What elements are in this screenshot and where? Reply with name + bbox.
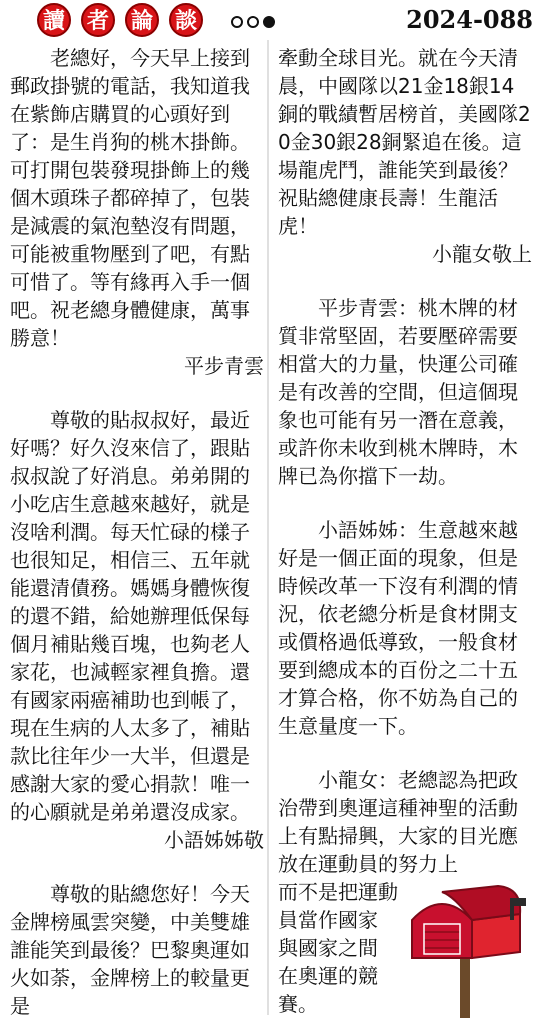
right-column [278,44,532,1018]
letter-signature: 小語姊姊敬 [164,828,264,852]
mailbox-illustration [402,874,530,1018]
wrap-line: 在奧運的競 [278,964,378,988]
letter-signature: 平步青雲 [184,354,264,378]
header [0,0,545,40]
hollow-dot-icon [247,16,259,28]
mailbox-side [472,914,520,958]
letter-text: 老總好，今天早上接到郵政掛號的電話，我知道我在紫飾店購買的心頭好到了：是生肖狗的桃木掛飾。可打開包裝發現掛飾上的幾個木頭珠子都碎掉了，包裝是減震的氣泡墊沒有問題，可能被重物壓到了吧，有點可惜了。等有緣再入手一個吧。祝老總身體健康，萬事勝意！ [10,46,250,350]
mailbox-flag [514,898,526,906]
filled-dot-icon [263,16,275,28]
left-column [10,44,264,1020]
wrap-line: 賽。 [278,992,318,1016]
letter-text: 尊敬的貼叔叔好，最近好嗎？好久沒來信了，跟貼叔叔說了好消息。弟弟開的小吃店生意越來越好，就是沒啥利潤。每天忙碌的樣子也很知足，相信三、五年就能還清債務。媽媽身體恢復的還不錯，給她辦理低保每個月補貼幾百塊，也夠老人家花，也減輕家裡負擔。還有國家兩癌補助也到帳了，現在生病的人太多了，補貼款比往年少一大半，但還是感謝大家的愛心捐款！唯一的心願就是弟弟還沒成家。 [10,408,250,824]
reply-text: 小龍女：老總認為把政治帶到奧運這種神聖的活動上有點掃興，大家的目光應放在運動員的努力上 [278,768,518,876]
mailbox-flag-pole [510,898,514,920]
reply-text: 小語姊姊：生意越來越好是一個正面的現象，但是時候改革一下沒有利潤的情況，依老總分析是食材開支或價格過低導致，一般食材要到總成本的百份之二十五才算合格，你不妨為自己的生意量度一下。 [278,518,518,738]
issue-number: 2024-088 [406,5,533,34]
hollow-dot-icon [231,16,243,28]
letter-text: 尊敬的貼總您好！今天金牌榜風雲突變，中美雙雄誰能笑到最後？巴黎奧運如火如荼，金牌榜上的較量更是 [10,882,250,1018]
letter-signature: 小龍女敬上 [432,242,532,266]
header-badge-4: 談 [169,3,203,37]
reply-text: 平步青雲：桃木牌的材質非常堅固，若要壓碎需要相當大的力量，快運公司確是有改善的空間，但這個現象也可能有另一潛在意義，或許你未收到桃木牌時，木牌已為你擋下一劫。 [278,296,518,488]
header-badge-3: 論 [125,3,159,37]
reply-text-wrapped [278,878,408,1018]
wrap-line: 員當作國家 [278,908,378,932]
header-badge-1: 讀 [37,3,71,37]
letter-text-continued: 牽動全球目光。就在今天清晨，中國隊以21金18銀14銅的戰績暫居榜首，美國隊20金30銀28銅緊追在後。這場龍虎鬥，誰能笑到最後？祝貼總健康長壽！生龍活虎！ [278,46,531,238]
column-divider [267,40,269,1015]
header-dots [231,11,279,27]
wrap-line: 而不是把運動 [278,880,398,904]
mailbox-body [412,904,472,958]
wrap-line: 與國家之間 [278,936,378,960]
header-badge-2: 者 [81,3,115,37]
